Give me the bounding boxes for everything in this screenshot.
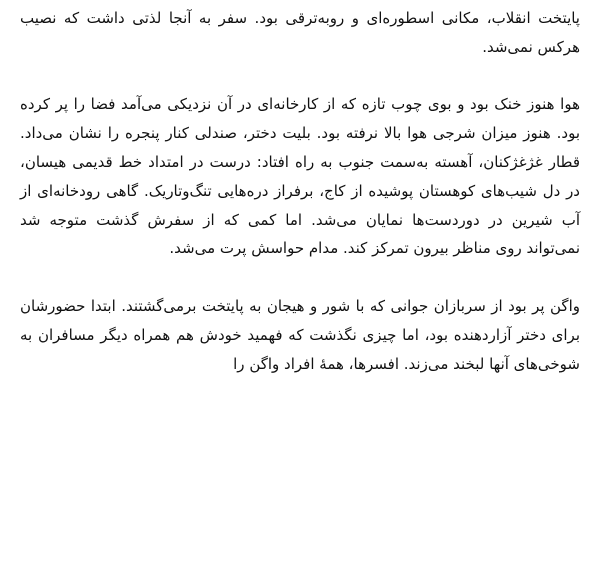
paragraph-1: پایتخت انقلاب، مکانی اسطوره‌ای و روبه‌ترقی بود. سفر به آنجا لذتی داشت که نصیب هرکس نمی‌شد. — [20, 9, 580, 56]
paragraph-3: واگن پر بود از سربازان جوانی که با شور و هیجان به پایتخت برمی‌گشتند. ابتدا حضورشان برای دختر آزاردهنده بود، اما چیزی نگذشت که فهمید خودش هم همراه دیگر مسافران به شوخی‌های آنها لبخند می‌زند. افسرها، همهٔ افراد واگن را — [20, 296, 580, 373]
document-page — [20, 4, 580, 378]
paragraph-2: هوا هنوز خنک بود و بوی چوب تازه که از کارخانه‌ای در آن نزدیکی می‌آمد فضا را پر کرده بود. هنوز میزان شرجی هوا بالا نرفته بود. بلیت دختر، صندلی کنار پنجره را نشان می‌داد. قطار غژغژکنان، آهسته به‌سمت جنوب به راه افتاد: درست در امتداد خط قدیمی هیسان، در دل شیب‌های کوهستان پوشیده از کاج، برفراز دره‌هایی تنگ‌وتاریک. گاهی رودخانه‌ای از آب شیرین در دوردست‌ها نمایان می‌شد. اما کمی که از سفرش گذشت متوجه شد نمی‌تواند روی مناظر بیرون تمرکز کند. مدام حواسش پرت می‌شد. — [20, 95, 580, 258]
